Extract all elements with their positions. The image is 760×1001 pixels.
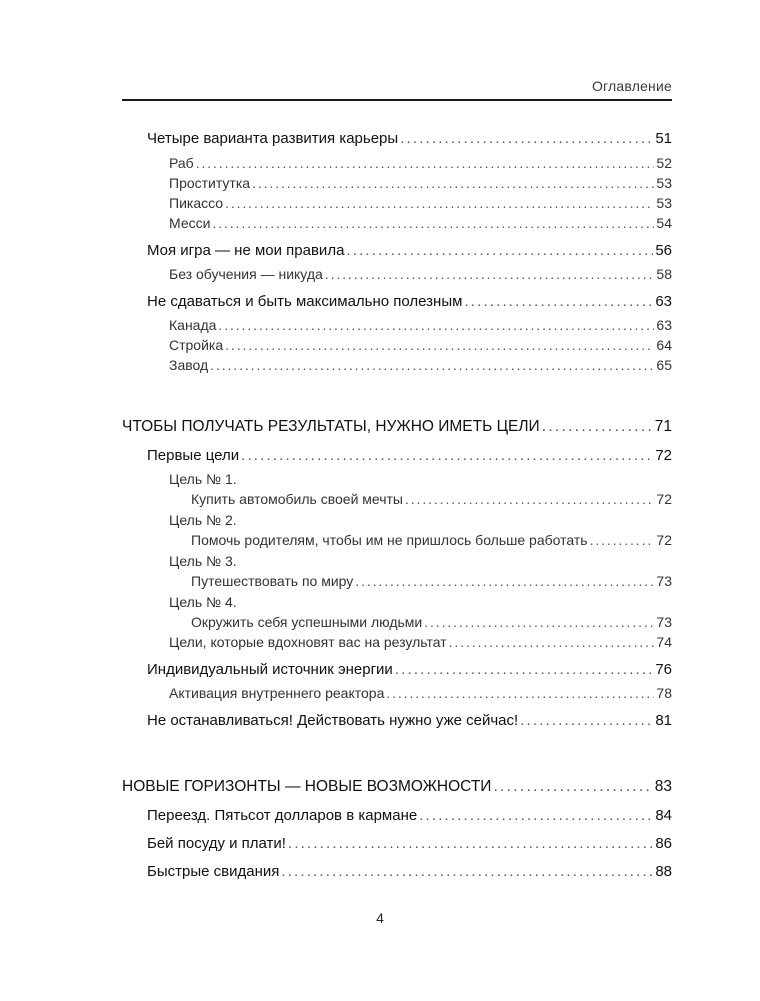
toc-entry-label: Помочь родителям, чтобы им не пришлось больше работать	[191, 532, 588, 548]
toc-entry-chapter	[147, 241, 672, 261]
toc-entry-subsection	[191, 530, 672, 550]
toc-leader-dots	[590, 530, 655, 550]
toc-entry-page: 72	[656, 532, 672, 548]
toc-entry-page: 51	[655, 130, 672, 147]
toc-entry-label: Четыре варианта развития карьеры	[147, 130, 399, 147]
toc-entry-page: 86	[655, 835, 672, 852]
toc-entry-label: Окружить себя успешными людьми	[191, 614, 423, 630]
toc-entry-page: 73	[656, 573, 672, 589]
toc-entry-chapter	[147, 834, 672, 854]
toc-entry-label: Переезд. Пятьсот долларов в кармане	[147, 807, 418, 824]
toc-entry-page: 65	[656, 357, 672, 373]
toc-leader-dots	[464, 292, 653, 312]
toc-leader-dots	[355, 571, 654, 591]
toc-leader-dots	[346, 241, 653, 261]
running-header-title: Оглавление	[591, 78, 672, 94]
toc-entry-section	[169, 193, 672, 213]
toc-leader-dots	[542, 417, 653, 437]
toc-entry-page: 78	[656, 685, 672, 701]
toc-leader-dots	[520, 711, 653, 731]
toc-leader-dots	[252, 173, 654, 193]
toc-leader-dots	[281, 862, 653, 882]
toc-entry-page: 72	[655, 447, 672, 464]
toc-entry-chapter	[147, 660, 672, 680]
toc-leader-dots	[400, 129, 653, 149]
toc-entry-section	[169, 335, 672, 355]
toc-entry-page: 56	[655, 242, 672, 259]
toc-entry-label: Бей посуду и плати!	[147, 835, 286, 852]
toc-leader-dots	[212, 213, 654, 233]
toc-entry-label: ЧТОБЫ ПОЛУЧАТЬ РЕЗУЛЬТАТЫ, НУЖНО ИМЕТЬ ЦЕЛИ	[122, 418, 540, 435]
toc-entry-label: Индивидуальный источник энергии	[147, 661, 393, 678]
toc-entry-chapter	[147, 711, 672, 731]
toc-goal-heading: Цель № 2.	[169, 512, 237, 528]
toc-entry-page: 63	[656, 317, 672, 333]
toc-entry-label: Цели, которые вдохновят вас на результат	[169, 634, 447, 650]
toc-entry-page: 83	[654, 778, 672, 795]
toc-entry-page: 84	[655, 807, 672, 824]
toc-entry-label: Купить автомобиль своей мечты	[191, 491, 403, 507]
toc-leader-dots	[196, 153, 655, 173]
toc-entry-chapter	[147, 862, 672, 882]
toc-leader-dots	[288, 834, 653, 854]
toc-leader-dots	[225, 335, 654, 355]
toc-entry-page: 88	[655, 863, 672, 880]
toc-entry-label: Проститутка	[169, 175, 251, 191]
toc-entry-page: 71	[654, 418, 672, 435]
toc-leader-dots	[395, 660, 654, 680]
toc-entry-page: 76	[655, 661, 672, 678]
toc-leader-dots	[386, 683, 654, 703]
toc-entry-subsection	[191, 489, 672, 509]
toc-entry-label: Путешествовать по миру	[191, 573, 354, 589]
toc-entry-page: 58	[656, 266, 672, 282]
page-number: 4	[376, 910, 384, 926]
toc-entry-page: 53	[656, 195, 672, 211]
toc-leader-dots	[225, 193, 654, 213]
toc-leader-dots	[493, 777, 652, 797]
toc-entry-page: 52	[656, 155, 672, 171]
toc-goal-heading: Цель № 1.	[169, 471, 237, 487]
toc-entry-label: Первые цели	[147, 447, 240, 464]
toc-entry-label: Без обучения — никуда	[169, 266, 323, 282]
toc-entry-page: 63	[655, 293, 672, 310]
toc-entry-chapter	[147, 446, 672, 466]
toc-entry-label: Моя игра — не мои правила	[147, 242, 345, 259]
toc-leader-dots	[424, 612, 654, 632]
toc-entry-label: Завод	[169, 357, 209, 373]
toc-leader-dots	[325, 264, 655, 284]
toc-leader-dots	[405, 489, 654, 509]
toc-entry-page: 73	[656, 614, 672, 630]
toc-entry-chapter	[147, 129, 672, 149]
toc-entry-section	[169, 355, 672, 375]
toc-entry-chapter	[147, 292, 672, 312]
toc-entry-part	[122, 777, 672, 797]
toc-entry-section	[169, 264, 672, 284]
toc-leader-dots	[210, 355, 654, 375]
toc-entry-label: Пикассо	[169, 195, 224, 211]
toc-entry-section	[169, 632, 672, 652]
toc-entry-label: НОВЫЕ ГОРИЗОНТЫ — НОВЫЕ ВОЗМОЖНОСТИ	[122, 778, 492, 795]
toc-entry-section	[169, 213, 672, 233]
toc-entry-label: Не останавливаться! Действовать нужно уже сейчас!	[147, 712, 519, 729]
toc-leader-dots	[449, 632, 655, 652]
toc-entry-page: 64	[656, 337, 672, 353]
toc-entry-section	[169, 173, 672, 193]
toc-entry-subsection	[191, 571, 672, 591]
toc-entry-label: Не сдаваться и быть максимально полезным	[147, 293, 463, 310]
toc-entry-section	[169, 153, 672, 173]
toc-entry-part	[122, 417, 672, 437]
toc-leader-dots	[218, 315, 654, 335]
toc-entry-page: 53	[656, 175, 672, 191]
toc-entry-label: Стройка	[169, 337, 224, 353]
toc-entry-label: Активация внутреннего реактора	[169, 685, 385, 701]
toc-goal-heading: Цель № 3.	[169, 553, 237, 569]
toc-entry-section	[169, 315, 672, 335]
toc-entry-label: Быстрые свидания	[147, 863, 280, 880]
toc-entry-chapter	[147, 806, 672, 826]
toc-entry-section	[169, 683, 672, 703]
toc-entry-page: 54	[656, 215, 672, 231]
toc-entry-label: Месси	[169, 215, 211, 231]
toc-entry-page: 74	[656, 634, 672, 650]
toc-entry-label: Канада	[169, 317, 217, 333]
toc-entry-page: 81	[655, 712, 672, 729]
toc-entry-label: Раб	[169, 155, 194, 171]
toc-entry-page: 72	[656, 491, 672, 507]
toc-leader-dots	[241, 446, 653, 466]
toc-leader-dots	[419, 806, 653, 826]
toc-entry-subsection	[191, 612, 672, 632]
toc-goal-heading: Цель № 4.	[169, 594, 237, 610]
